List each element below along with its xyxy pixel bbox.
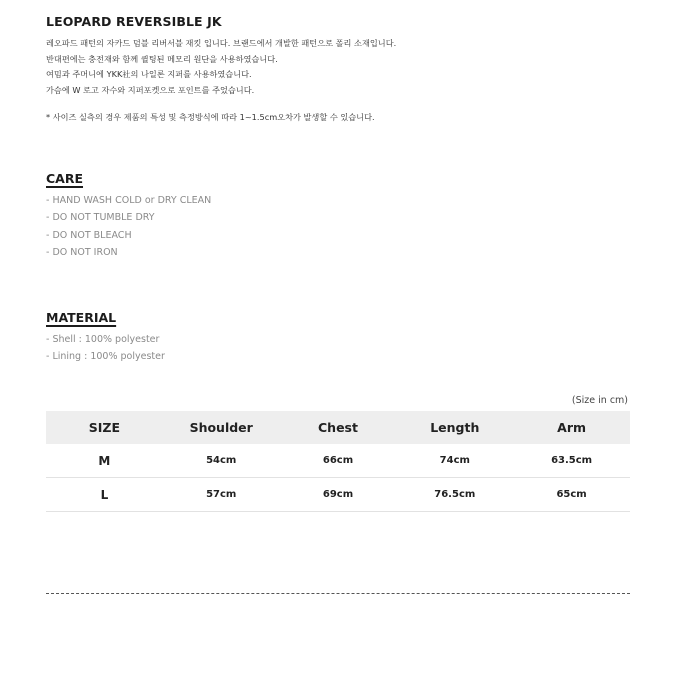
length-cell: 74cm xyxy=(396,444,513,478)
table-row xyxy=(46,478,630,512)
size-tolerance-note: * 사이즈 실측의 경우 제품의 특성 및 측정방식에 따라 1~1.5cm오차가 발생할 수 있습니다. xyxy=(46,112,375,122)
size-cell: L xyxy=(46,478,163,512)
product-title: LEOPARD REVERSIBLE JK xyxy=(46,14,222,29)
description-line: 레오파드 패턴의 자카드 덤블 리버서블 재킷 입니다. 브랜드에서 개발한 패턴으로 폴리 소재입니다. xyxy=(46,38,397,48)
header-length: Length xyxy=(396,411,513,444)
arm-cell: 63.5cm xyxy=(513,444,630,478)
material-list xyxy=(46,331,165,366)
description-line: 가슴에 W 로고 자수와 지퍼포켓으로 포인트를 주었습니다. xyxy=(46,84,255,95)
chest-cell: 66cm xyxy=(280,444,397,478)
material-item: - Shell : 100% polyester xyxy=(46,334,160,345)
material-heading: MATERIAL xyxy=(46,310,117,325)
size-unit-note: (Size in cm) xyxy=(571,395,628,406)
header-shoulder: Shoulder xyxy=(163,411,280,444)
care-heading: CARE xyxy=(46,171,84,186)
care-list xyxy=(46,192,211,261)
care-item: - HAND WASH COLD or DRY CLEAN xyxy=(46,195,212,206)
product-description xyxy=(46,36,396,98)
care-item: - DO NOT TUMBLE DRY xyxy=(46,212,155,224)
size-cell: M xyxy=(46,444,163,478)
shoulder-cell: 54cm xyxy=(163,444,280,478)
material-item: - Lining : 100% polyester xyxy=(46,351,165,363)
length-cell: 76.5cm xyxy=(396,478,513,512)
care-item: - DO NOT IRON xyxy=(46,246,118,258)
arm-cell: 65cm xyxy=(513,478,630,512)
dashed-divider xyxy=(46,593,630,594)
shoulder-cell: 57cm xyxy=(163,478,280,512)
header-chest: Chest xyxy=(280,411,397,444)
header-arm: Arm xyxy=(513,411,630,444)
chest-cell: 69cm xyxy=(280,478,397,512)
header-size: SIZE xyxy=(46,411,163,444)
size-table-header-row xyxy=(46,411,630,444)
description-line: 여밈과 주머니에 YKK社의 나일론 지퍼를 사용하였습니다. xyxy=(46,69,252,79)
care-item: - DO NOT BLEACH xyxy=(46,229,132,241)
description-line: 반대편에는 충전재와 함께 퀼팅된 메모리 원단을 사용하였습니다. xyxy=(46,53,278,64)
size-table xyxy=(46,411,630,512)
table-row xyxy=(46,444,630,478)
